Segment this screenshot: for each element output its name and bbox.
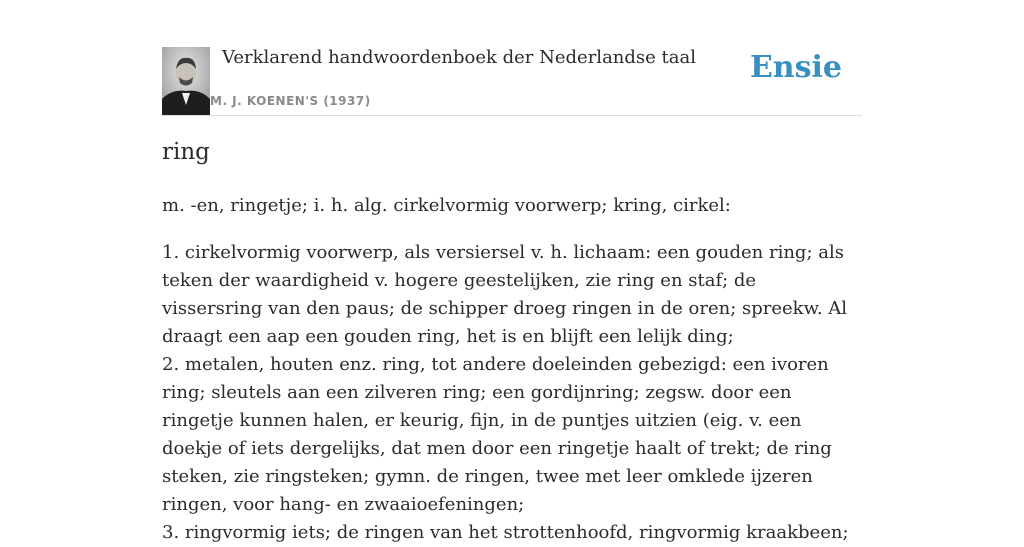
entry-sense-1: 1. cirkelvormig voorwerp, als versiersel v. h. lichaam: een gouden ring; als teken der waardigheid v. hogere geestelijken, zie ring en staf; de vissersring van den paus; de schipper droeg ringen in de oren; spreekw. Al draagt een aap een gouden ring, het is en blijft een lelijk ding; xyxy=(162,242,848,347)
dictionary-author: M. J. KOENEN'S (1937) xyxy=(210,94,371,108)
entry-headword: ring xyxy=(162,139,210,165)
entry-intro: m. -en, ringetje; i. h. alg. cirkelvormig voorwerp; kring, cirkel: xyxy=(162,195,731,216)
ensie-logo-link[interactable]: Ensie xyxy=(749,50,842,85)
entry-definition xyxy=(162,192,862,547)
dictionary-title[interactable]: Verklarend handwoordenboek der Nederlandse taal xyxy=(222,47,696,68)
site-header xyxy=(162,44,862,116)
author-portrait-icon xyxy=(162,47,210,115)
entry-sense-2: 2. metalen, houten enz. ring, tot andere doeleinden gebezigd: een ivoren ring; sleutels aan een zilveren ring; een gordijnring; zegsw. door een ringetje kunnen halen, er keurig, fijn, in de puntjes uitzien (eig. v. een doekje of iets dergelijks, dat men door een ringetje haalt of trekt; de ring steken, zie ringsteken; gymn. de ringen, twee met leer omklede ijzeren ringen, voor hang- en zwaaioefeningen; xyxy=(162,354,832,515)
entry-sense-3: 3. ringvormig iets; de ringen van het strottenhoofd, ringvormig kraakbeen; xyxy=(162,522,849,543)
